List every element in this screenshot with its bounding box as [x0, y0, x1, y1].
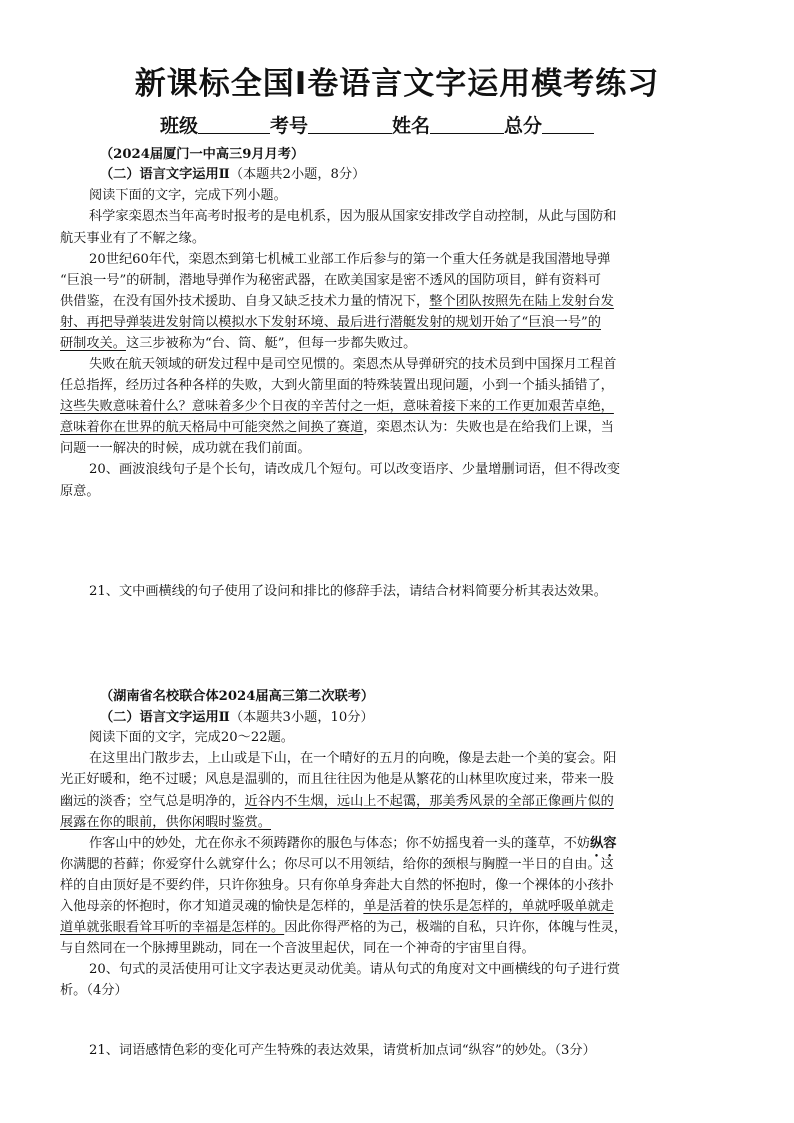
exam-number-blank [308, 115, 392, 134]
underlined-sentence: 近谷内不生烟，远山上不起霭，那美秀风景的全部正像画片似的 [244, 794, 614, 809]
section1-heading-note: （本题共2小题，8分） [229, 167, 366, 182]
section2-heading [100, 707, 374, 729]
section1-heading-title: （二）语言文字运用Ⅱ [100, 167, 230, 182]
section1-p3-line: 任总指挥，经历过各种各样的失败，大到火箭里面的特殊装置出现问题，小到一个插头插错了， [60, 378, 614, 393]
section1-p1-line: 科学家栾恩杰当年高考时报考的是电机系，因为服从国家安排改学自动控制，从此与国防和 [89, 209, 617, 224]
plain-text: 因此你得严格的为己，极端的自私，只许你，体魄与性灵， [284, 920, 628, 935]
underlined-sentence: 这些失败意味着什么？意味着多少个日夜的辛苦付之一炬，意味着接下来的工作更加艰苦卓绝， [60, 399, 614, 414]
section1-p2-line: 20世纪60年代，栾恩杰到第七机械工业部工作后参与的第一个重大任务就是我国潜地导弹 [89, 252, 611, 267]
question-21-text: 21、文中画横线的句子使用了设问和排比的修辞手法，请结合材料简要分析其表达效果。 [89, 584, 607, 599]
score-label: 总分 [504, 115, 543, 137]
exam-number-label: 考号 [270, 115, 309, 137]
section1-p2-line [60, 333, 416, 355]
section2-instruction: 阅读下面的文字，完成20～22题。 [89, 730, 294, 745]
plain-text: ，栾恩杰认为：失败也是在给我们上课，当 [363, 420, 614, 435]
name-blank [430, 115, 504, 134]
section2-p2-line: 样的自由顶好是不要约伴，只许你独身。只有你单身奔赴大自然的怀抱时，像一个裸体的小孩扑 [60, 878, 614, 893]
question-20-text: 析。（4分） [60, 983, 128, 998]
section1-p3-line: 问题一一解决的时候，成功就在我们前面。 [60, 441, 311, 456]
section1-instruction: 阅读下面的文字，完成下列小题。 [89, 188, 287, 203]
question-20-text: 原意。 [60, 484, 100, 499]
underlined-sentence: 意味着你在世界的航天格局中可能突然之间换了赛道 [60, 420, 364, 435]
section2-p2-line [60, 917, 627, 939]
section2-p1-line: 光正好暖和，绝不过暖；风息是温驯的，而且往往因为他是从繁花的山林里吹度过来，带来一股 [60, 772, 614, 787]
dotted-word: 纵容 [590, 836, 617, 851]
question-20-text: 20、句式的灵活使用可让文字表达更灵动优美。请从句式的角度对文中画横线的句子进行赏 [89, 962, 621, 977]
section2-source: （湖南省名校联合体2024届高三第二次联考） [100, 689, 375, 704]
section2-p2-line: 你满腮的苔藓；你爱穿什么就穿什么；你尽可以不用领结，给你的颈根与胸膛一半日的自由。这 [60, 857, 614, 872]
plain-text: 作客山中的妙处，尤在你永不须踌躇你的服色与体态；你不妨摇曳着一头的蓬草，不妨 [89, 836, 591, 851]
section2-heading-title: （二）语言文字运用Ⅱ [100, 710, 230, 725]
section1-p1-line: 航天事业有了不解之缘。 [60, 231, 206, 246]
section1-p2-line: “巨浪一号”的研制，潜地导弹作为秘密武器，在欧美国家是密不透风的国防项目，鲜有资料可 [60, 273, 601, 288]
section2-p2-line [60, 896, 614, 918]
section1-p3-line [60, 417, 614, 439]
class-blank [198, 115, 270, 134]
plain-text: 这三步被称为“台、筒、艇”，但每一步都失败过。 [125, 336, 417, 351]
question-21-text: 21、词语感情色彩的变化可产生特殊的表达效果，请赏析加点词“纵容”的妙处。（3分） [89, 1043, 596, 1058]
plain-text: 入他母亲的怀抱时，你才知道灵魂的愉快是怎样的， [60, 899, 364, 914]
question-20-text: 20、画波浪线句子是个长句，请改成几个短句。可以改变语序、少量增删词语，但不得改变 [89, 462, 621, 477]
wavy-sentence: 射、再把导弹装进发射筒以模拟水下发射环境、最后进行潜艇发射的规划开始了“巨浪一号”的 [60, 315, 601, 330]
section1-heading [100, 164, 365, 186]
plain-text: 幽远的淡香；空气总是明净的， [60, 794, 245, 809]
class-label: 班级 [160, 115, 199, 137]
student-info-line [160, 111, 594, 138]
section1-p3-line: 失败在航天领域的研发过程中是司空见惯的。栾恩杰从导弹研究的技术员到中国探月工程首 [89, 357, 617, 372]
section1-source: （2024届厦门一中高三9月月考） [100, 147, 305, 162]
section2-p1-line: 在这里出门散步去，上山或是下山，在一个晴好的五月的向晚，像是去赴一个美的宴会。阳 [89, 751, 617, 766]
section2-heading-note: （本题共3小题，10分） [229, 710, 374, 725]
section1-p2-line [60, 291, 614, 313]
section2-p1-line [60, 791, 614, 813]
page-title: 新课标全国Ⅰ卷语言文字运用模考练习 [134, 66, 660, 102]
wavy-sentence: 整个团队按照先在陆上发射台发 [429, 294, 614, 309]
underlined-sentence: 单是活着的快乐是怎样的，单就呼吸单就走 [363, 899, 614, 914]
plain-text: 供借鉴，在没有国外技术援助、自身又缺乏技术力量的情况下， [60, 294, 430, 309]
name-label: 姓名 [392, 115, 431, 137]
underlined-sentence: 展露在你的眼前，供你闲暇时鉴赏。 [60, 815, 271, 830]
underlined-sentence: 道单就张眼看耸耳听的幸福是怎样的。 [60, 920, 285, 935]
wavy-sentence: 研制攻关。 [60, 336, 126, 351]
section2-p2-line: 与自然同在一个脉搏里跳动，同在一个音波里起伏，同在一个神奇的宇宙里自得。 [60, 941, 535, 956]
score-blank [542, 115, 594, 134]
